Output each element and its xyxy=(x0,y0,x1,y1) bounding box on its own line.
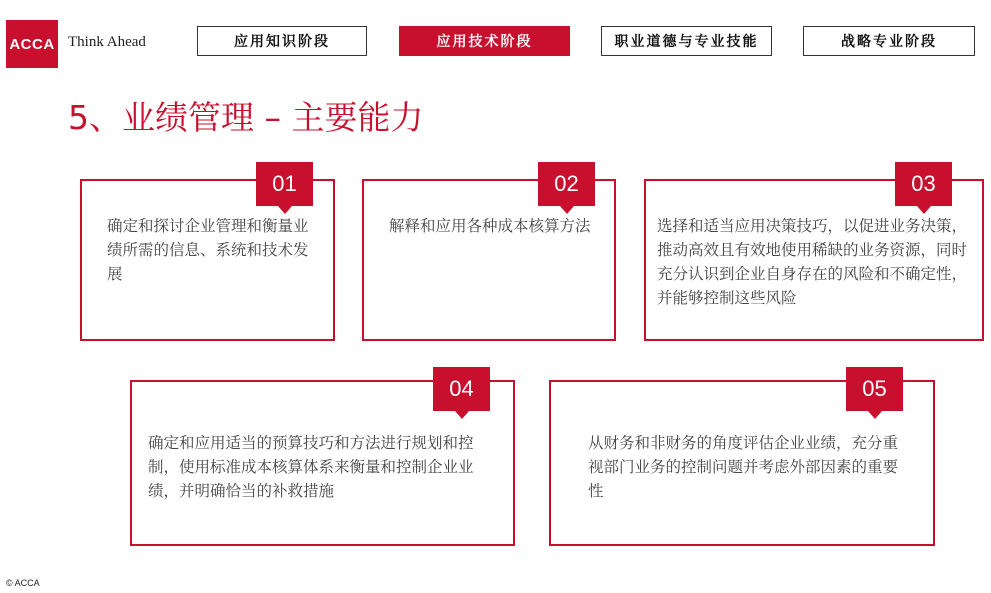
competency-text-03: 选择和适当应用决策技巧，以促进业务决策，推动高效且有效地使用稀缺的业务资源，同时充分认识到企业自身存在的风险和不确定性，并能够控制这些风险 xyxy=(657,217,968,307)
badge-pointer-04 xyxy=(455,411,469,419)
card-number-badge-05: 05 xyxy=(846,367,903,411)
competency-text-04: 确定和应用适当的预算技巧和方法进行规划和控制，使用标准成本核算体系来衡量和控制企业业绩，并明确恰当的补救措施 xyxy=(148,434,474,500)
badge-pointer-02 xyxy=(560,206,574,214)
badge-pointer-03 xyxy=(917,206,931,214)
acca-logo: ACCA xyxy=(6,20,58,68)
card-number-badge-04: 04 xyxy=(433,367,490,411)
badge-pointer-01 xyxy=(278,206,292,214)
card-number-badge-03: 03 xyxy=(895,162,952,206)
tab-ethics-professional-skills[interactable]: 职业道德与专业技能 xyxy=(601,26,772,56)
tab-applied-skills[interactable]: 应用技术阶段 xyxy=(399,26,570,56)
brand-tagline: Think Ahead xyxy=(68,34,146,50)
tab-strategic-professional[interactable]: 战略专业阶段 xyxy=(803,26,975,56)
tab-applied-knowledge[interactable]: 应用知识阶段 xyxy=(197,26,367,56)
page-title: 5、业绩管理 – 主要能力 xyxy=(68,98,424,137)
card-number-badge-01: 01 xyxy=(256,162,313,206)
competency-text-01: 确定和探讨企业管理和衡量业绩所需的信息、系统和技术发展 xyxy=(107,217,309,283)
card-number-badge-02: 02 xyxy=(538,162,595,206)
competency-text-05: 从财务和非财务的角度评估企业业绩，充分重视部门业务的控制问题并考虑外部因素的重要性 xyxy=(588,434,899,500)
competency-text-02: 解释和应用各种成本核算方法 xyxy=(389,217,591,235)
badge-pointer-05 xyxy=(868,411,882,419)
copyright-notice: © ACCA xyxy=(6,578,40,588)
